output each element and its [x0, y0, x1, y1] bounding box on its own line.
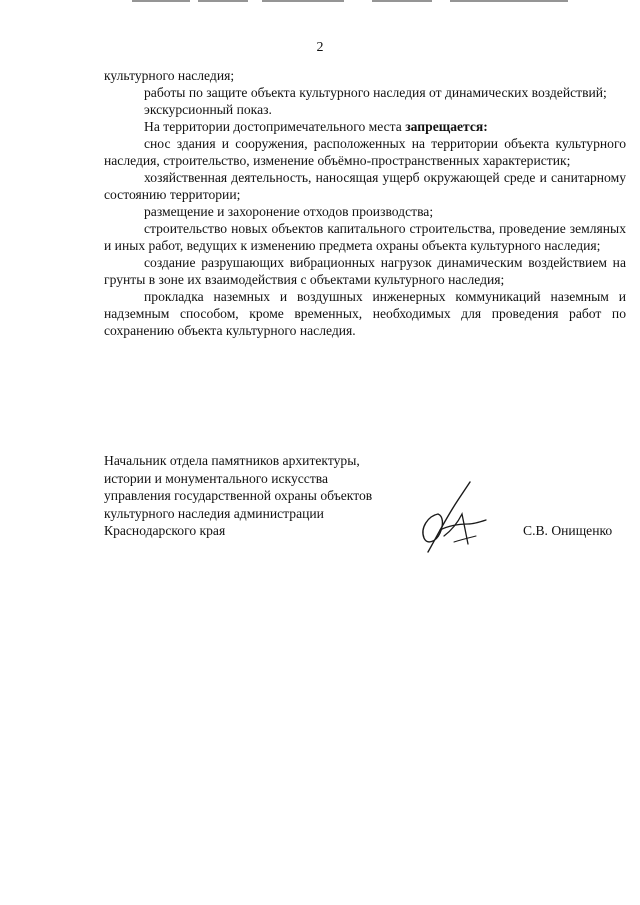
paragraph: хозяйственная деятельность, наносящая ущерб окружающей среде и санитарному состоянию территории; — [104, 170, 626, 202]
scan-edge-line — [372, 0, 432, 2]
paragraph: культурного наследия; — [104, 68, 235, 83]
paragraph: создание разрушающих вибрационных нагрузок динамическим воздействием на грунты в зоне их взаимодействия с объектами культурного наследия; — [104, 255, 626, 287]
prohibition-keyword: запрещается: — [405, 119, 488, 134]
paragraph: экскурсионный показ. — [144, 102, 272, 117]
signatory-title-line: Краснодарского края — [104, 523, 226, 538]
paragraph: прокладка наземных и воздушных инженерных коммуникаций наземным и надземным способом, кроме временных, необходимых для проведения работ по сохранению объекта культурного наследия. — [104, 289, 626, 338]
paragraph: строительство новых объектов капитального строительства, проведение земляных и иных работ, ведущих к изменению предмета охраны объекта культурного наследия; — [104, 221, 626, 253]
paragraph: размещение и захоронение отходов производства; — [144, 204, 434, 219]
signatory-name: С.В. Онищенко — [523, 523, 613, 538]
signatory-title-line: истории и монументального искусства — [104, 470, 329, 486]
scan-edge-line — [262, 0, 344, 2]
paragraph: снос здания и сооружения, расположенных на территории объекта культурного наследия, строительство, изменение объёмно-пространственных характеристик; — [104, 136, 626, 168]
page-number: 2 — [316, 40, 324, 55]
signatory-title-line: культурного наследия администрации — [104, 505, 324, 521]
signatory-title-line: Начальник отдела памятников архитектуры, — [104, 453, 360, 468]
document-body — [104, 67, 626, 339]
signatory-title — [104, 452, 434, 540]
scan-edge-line — [132, 0, 190, 2]
paragraph: работы по защите объекта культурного наследия от динамических воздействий; — [144, 85, 607, 100]
prohibition-intro-text: На территории достопримечательного места — [144, 119, 406, 134]
handwritten-signature — [410, 478, 496, 558]
scan-edge-line — [450, 0, 568, 2]
signatory-title-line: управления государственной охраны объектов — [104, 488, 373, 503]
scan-edge-line — [198, 0, 248, 2]
prohibition-intro — [104, 118, 626, 135]
